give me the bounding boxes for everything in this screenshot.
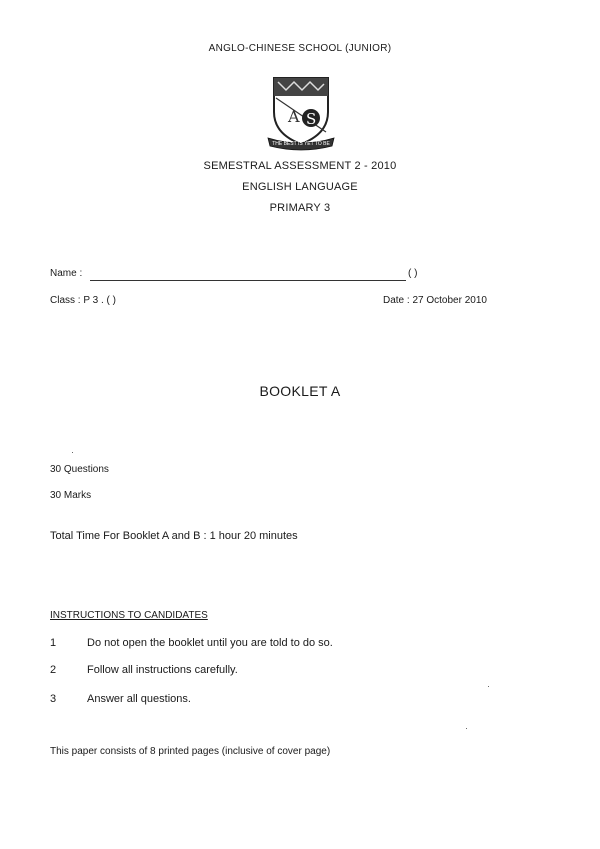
scan-speck (72, 452, 73, 453)
class-field: Class : P 3 . ( ) (50, 295, 116, 306)
instruction-text: Do not open the booklet until you are told to do so. (87, 637, 333, 649)
instruction-number: 1 (50, 637, 57, 649)
level-title: PRIMARY 3 (269, 202, 331, 214)
svg-text:S: S (306, 110, 317, 128)
instruction-text: Follow all instructions carefully. (87, 664, 238, 676)
marks-count: 30 Marks (50, 490, 92, 501)
page-count-note: This paper consists of 8 printed pages (inclusive of cover page) (50, 746, 331, 757)
school-crest-icon (266, 72, 336, 152)
instruction-number: 2 (50, 664, 57, 676)
instruction-text: Answer all questions. (87, 693, 191, 705)
name-label: Name : (50, 268, 83, 279)
instruction-number: 3 (50, 693, 57, 705)
total-time: Total Time For Booklet A and B : 1 hour 20 minutes (50, 530, 298, 542)
assessment-title: SEMESTRAL ASSESSMENT 2 - 2010 (203, 160, 397, 172)
crest-motto: THE BEST IS YET TO BE (272, 141, 330, 147)
date-field: Date : 27 October 2010 (383, 295, 487, 306)
question-count: 30 Questions (50, 464, 109, 475)
scan-speck (488, 686, 489, 687)
school-name: ANGLO-CHINESE SCHOOL (JUNIOR) (208, 43, 392, 54)
register-number-field: ( ) (408, 268, 418, 279)
booklet-title: BOOKLET A (259, 383, 341, 399)
subject-title: ENGLISH LANGUAGE (242, 181, 358, 193)
instructions-heading: INSTRUCTIONS TO CANDIDATES (50, 610, 208, 621)
svg-text:A: A (288, 107, 300, 126)
scan-speck (466, 728, 467, 729)
name-field-line (90, 280, 406, 281)
